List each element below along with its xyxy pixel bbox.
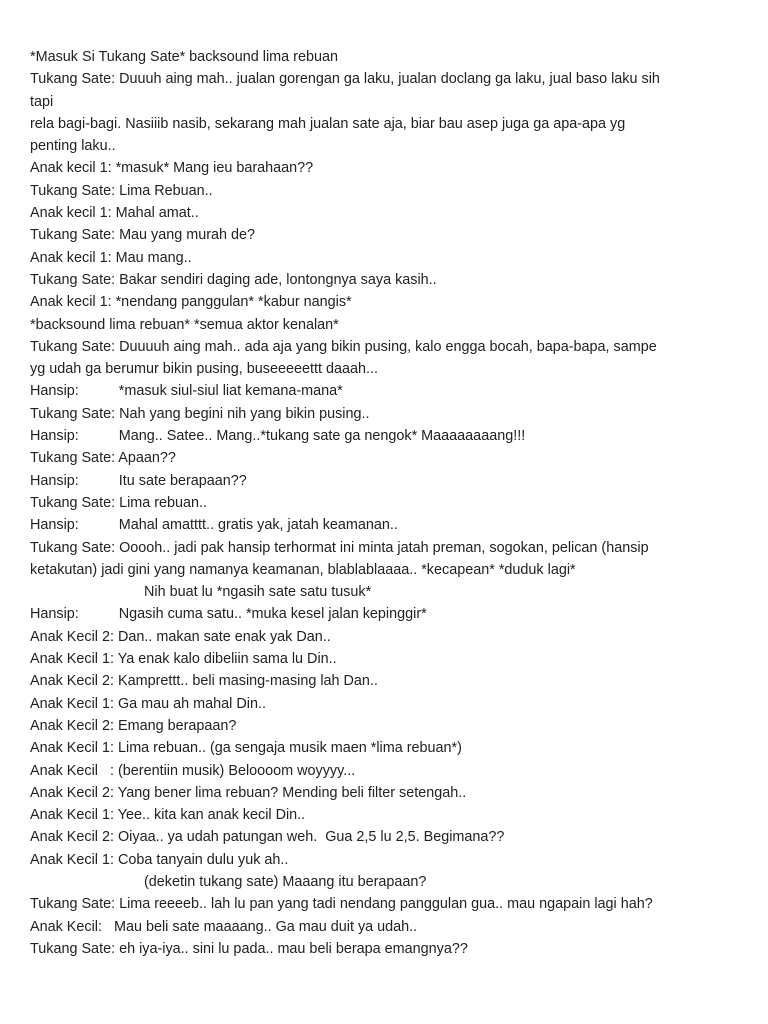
script-line: Anak Kecil 2: Oiyaa.. ya udah patungan weh. Gua 2,5 lu 2,5. Begimana?? [30, 829, 505, 846]
script-line: Hansip: *masuk siul-siul liat kemana-mana* [30, 383, 343, 400]
script-line: ketakutan) jadi gini yang namanya keamanan, blablablaaaa.. *kecapean* *duduk lagi* [30, 561, 576, 578]
script-line: Tukang Sate: Ooooh.. jadi pak hansip terhormat ini minta jatah preman, sogokan, pelican (hansip [30, 539, 649, 556]
script-line: penting laku.. [30, 138, 116, 155]
script-line: *backsound lima rebuan* *semua aktor kenalan* [30, 316, 339, 333]
script-line: Tukang Sate: eh iya-iya.. sini lu pada.. mau beli berapa emangnya?? [30, 940, 468, 957]
script-line: Anak kecil 1: Mahal amat.. [30, 205, 199, 222]
script-line: Anak Kecil 1: Lima rebuan.. (ga sengaja musik maen *lima rebuan*) [30, 740, 462, 757]
script-line: Nih buat lu *ngasih sate satu tusuk* [144, 584, 372, 601]
script-line: Anak kecil 1: *masuk* Mang ieu barahaan?? [30, 160, 314, 177]
script-line: rela bagi-bagi. Nasiiib nasib, sekarang mah jualan sate aja, biar bau asep juga ga apa-apa yg [30, 115, 626, 132]
script-line: Tukang Sate: Lima Rebuan.. [30, 182, 213, 199]
script-line: Anak Kecil 1: Ga mau ah mahal Din.. [30, 695, 266, 712]
script-line: tapi [30, 93, 54, 110]
script-line: Anak Kecil 1: Yee.. kita kan anak kecil Din.. [30, 807, 306, 824]
script-line: Tukang Sate: Apaan?? [30, 450, 176, 467]
script-line: Anak Kecil 1: Coba tanyain dulu yuk ah.. [30, 851, 289, 868]
script-line: Anak kecil 1: Mau mang.. [30, 249, 192, 266]
script-line: Hansip: Ngasih cuma satu.. *muka kesel jalan kepinggir* [30, 606, 427, 623]
script-line: Hansip: Mahal amatttt.. gratis yak, jatah keamanan.. [30, 517, 398, 534]
script-line: Hansip: Itu sate berapaan?? [30, 472, 247, 489]
script-line: Tukang Sate: Bakar sendiri daging ade, lontongnya saya kasih.. [30, 271, 437, 288]
script-line: Anak Kecil 2: Yang bener lima rebuan? Mending beli filter setengah.. [30, 784, 467, 801]
script-line: Tukang Sate: Duuuh aing mah.. jualan gorengan ga laku, jualan doclang ga laku, jual baso laku sih [30, 71, 660, 88]
script-line: Anak Kecil 2: Dan.. makan sate enak yak Dan.. [30, 628, 331, 645]
script-line: (deketin tukang sate) Maaang itu berapaan? [144, 873, 427, 890]
script-line: Anak Kecil 2: Emang berapaan? [30, 717, 237, 734]
script-line: Anak Kecil: Mau beli sate maaaang.. Ga mau duit ya udah.. [30, 918, 418, 935]
script-line: Tukang Sate: Mau yang murah de? [30, 227, 256, 244]
script-line: yg udah ga berumur bikin pusing, buseeeeettt daaah... [30, 361, 379, 378]
script-line: *Masuk Si Tukang Sate* backsound lima rebuan [30, 49, 338, 65]
script-line: Anak Kecil 1: Ya enak kalo dibeliin sama lu Din.. [30, 651, 337, 668]
script-line: Tukang Sate: Lima reeeeb.. lah lu pan yang tadi nendang panggulan gua.. mau ngapain lagi hah? [30, 896, 653, 913]
script-line: Anak Kecil : (berentiin musik) Beloooom woyyyy... [30, 762, 356, 779]
script-line: Tukang Sate: Duuuuh aing mah.. ada aja yang bikin pusing, kalo engga bocah, bapa-bapa, sampe [30, 338, 657, 355]
script-line: Tukang Sate: Lima rebuan.. [30, 494, 208, 511]
script-line: Anak kecil 1: *nendang panggulan* *kabur nangis* [30, 294, 352, 311]
script-line: Anak Kecil 2: Kamprettt.. beli masing-masing lah Dan.. [30, 673, 378, 690]
script-line: Hansip: Mang.. Satee.. Mang..*tukang sate ga nengok* Maaaaaaaang!!! [30, 428, 526, 445]
script-line: Tukang Sate: Nah yang begini nih yang bikin pusing.. [30, 405, 370, 422]
